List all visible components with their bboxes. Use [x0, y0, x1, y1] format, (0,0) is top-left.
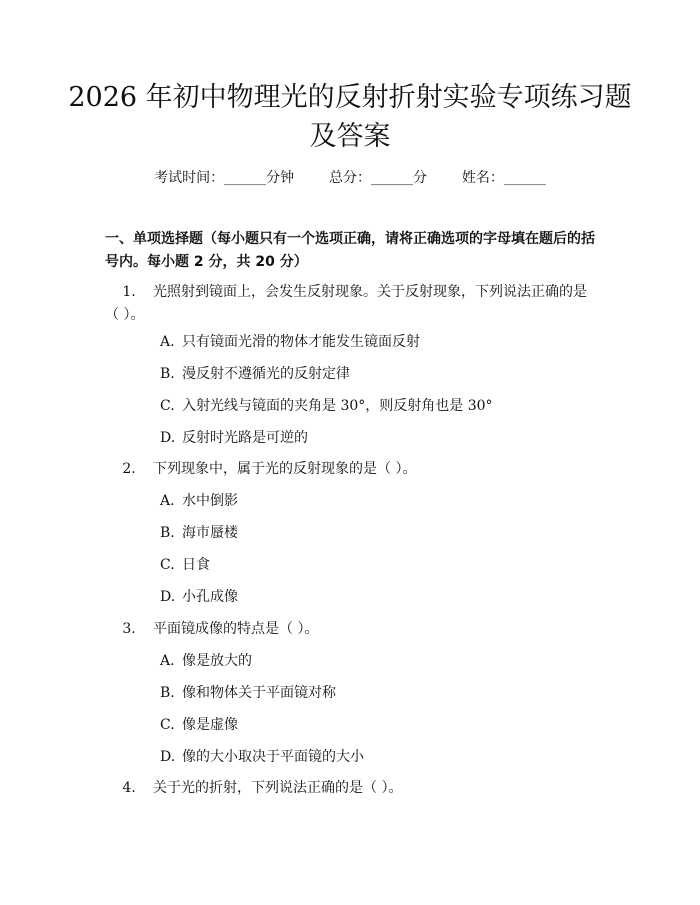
question-1-option-d [160, 428, 600, 448]
option-letter: D. [160, 430, 176, 446]
option-letter: B. [160, 366, 175, 382]
question-1-option-c [160, 396, 600, 416]
question-text: 光照射到镜面上，会发生反射现象。关于反射现象，下列说法正确的是（ ）。 [105, 284, 587, 323]
option-letter: D. [160, 589, 176, 605]
option-text: 反射时光路是可逆的 [182, 430, 308, 446]
option-letter: D. [160, 749, 176, 765]
student-name-field: 姓名：______ [461, 170, 546, 186]
question-3-option-c [160, 715, 600, 735]
option-text: 小孔成像 [182, 589, 238, 605]
question-3-option-a [160, 651, 600, 671]
question-2-option-b [160, 523, 600, 543]
exam-time-field: 考试时间：______分钟 [154, 170, 295, 186]
question-number: 4. [122, 780, 136, 796]
option-text: 水中倒影 [182, 493, 238, 509]
option-text: 像的大小取决于平面镜的大小 [182, 749, 364, 765]
question-2 [105, 458, 595, 481]
question-1-option-a [160, 332, 600, 352]
question-3-option-b [160, 683, 600, 703]
question-3 [105, 618, 595, 641]
option-text: 日食 [182, 557, 210, 573]
question-1-option-b [160, 364, 600, 384]
option-text: 入射光线与镜面的夹角是 30°，则反射角也是 30° [182, 398, 493, 414]
option-text: 像是虚像 [182, 717, 238, 733]
question-text: 关于光的折射，下列说法正确的是（ ）。 [153, 780, 403, 796]
question-2-option-d [160, 587, 600, 607]
option-letter: A. [160, 493, 175, 509]
question-2-option-c [160, 555, 600, 575]
option-text: 像和物体关于平面镜对称 [182, 685, 336, 701]
option-text: 漫反射不遵循光的反射定律 [182, 366, 350, 382]
question-2-option-a [160, 491, 600, 511]
option-letter: C. [160, 398, 175, 414]
question-number: 3. [122, 621, 136, 637]
option-text: 像是放大的 [182, 653, 252, 669]
total-score-field: 总分：______分 [329, 170, 427, 186]
page-title: 2026 年初中物理光的反射折射实验专项练习题及答案 [68, 82, 632, 152]
question-3-option-d [160, 747, 600, 767]
question-number: 1. [122, 284, 136, 300]
question-1 [105, 281, 595, 327]
question-number: 2. [122, 461, 136, 477]
question-text: 平面镜成像的特点是（ ）。 [153, 621, 319, 637]
section-heading: 一、单项选择题（每小题只有一个选项正确，请将正确选项的字母填在题后的括号内。每小题 2 分，共 20 分） [105, 231, 595, 270]
option-text: 只有镜面光滑的物体才能发生镜面反射 [182, 334, 420, 350]
option-letter: B. [160, 685, 175, 701]
option-letter: A. [160, 334, 175, 350]
question-4 [105, 777, 595, 800]
option-letter: C. [160, 717, 175, 733]
option-letter: B. [160, 525, 175, 541]
option-letter: C. [160, 557, 175, 573]
exam-info-line [0, 168, 700, 188]
option-text: 海市蜃楼 [182, 525, 238, 541]
question-text: 下列现象中，属于光的反射现象的是（ ）。 [153, 461, 417, 477]
option-letter: A. [160, 653, 175, 669]
